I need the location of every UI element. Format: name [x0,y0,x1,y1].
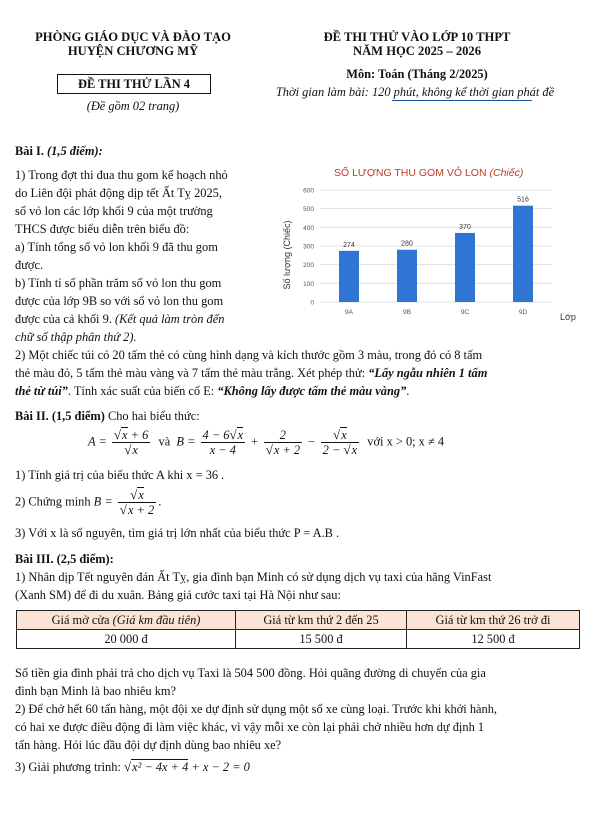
table-header-cell: Giá từ km thứ 26 trở đi [407,611,580,630]
table-cell: 12 500 đ [407,630,580,649]
chart-bar-9a [339,251,359,302]
chart-bar-9d [513,206,533,302]
chart-ytick-label: 400 [303,224,314,232]
bai1-text-line: được của lớp 9B so với số vỏ lon thu gom [15,294,224,308]
chart-bar-9b [397,250,417,302]
table-header-row [17,611,580,630]
bai3-p1-line1: 1) Nhân dịp Tết nguyên đán Ất Tỵ, gia đình bạn Minh có sử dụng dịch vụ taxi của hãng VinFast [15,570,492,584]
bai1-text-line: a) Tính tổng số vỏ lon khối 9 đã thu gom [15,240,218,254]
bai1-part2-line2: thẻ màu đỏ, 5 tấm thẻ màu vàng và 7 tấm thẻ màu trắng. Xét phép thử: “Lấy ngẫu nhiên 1 tấm [15,366,488,380]
table-header-cell: Giá từ km thứ 2 đến 25 [236,611,407,630]
chart-ytick-label: 100 [303,280,314,288]
bai1-text-line: số vỏ lon các lớp khối 9 của một trường [15,204,213,218]
bai3-p1-after1: Số tiền gia đình phải trả cho dịch vụ Taxi là 504 500 đồng. Hỏi quãng đường di chuyển của gia [15,666,486,680]
bai2-q3: 3) Với x là số nguyên, tìm giá trị lớn nhất của biểu thức P = A.B . [15,526,340,540]
chart-ytick-label: 300 [303,243,314,251]
expression-a-b: A = $\frac{√x + 6}{√x}$ và B = $\frac{4 - 6√x}{x - 4}$ + $\frac{2}{√x + 2}$ − $\frac{√x}{2 - √x}$ với x > 0; x ≠ 4 [88,427,445,457]
chart-title: SỐ LƯỢNG THU GOM VỎ LON (Chiếc) [334,167,524,179]
chart-xtick-label: 9C [460,309,470,316]
bai3-p2-line1: 2) Để chở hết 60 tấn hàng, một đội xe dự định sử dụng một số xe cùng loại. Trước khi khởi hành, [15,702,498,716]
bai1-part2-line1: 2) Một chiếc túi có 20 tấm thẻ có cùng hình dạng và kích thước gồm 3 màu, trong đó có 8 tấm [15,348,483,362]
chart-xtick-label: 9D [518,309,528,316]
bai1-part2-line3: thẻ từ túi”. Tính xác suất của biến cố E: “Không lấy được tấm thẻ màu vàng”. [15,384,410,398]
chart-xlabel: Lớp [560,312,576,322]
bai3-p2-line3: tấn hàng. Hỏi lúc đầu đội dự định dùng bao nhiêu xe? [15,738,282,752]
bai3-p3: 3) Giải phương trình: √x² − 4x + 4 + x − 2 = 0 [15,759,250,774]
bai1-note-cont: chữ số thập phân thứ 2). [15,330,137,344]
table-header-cell: Giá mở cửa (Giá km đầu tiên) [17,611,236,630]
subject-line: Môn: Toán (Tháng 2/2025) [346,67,488,81]
chart-ytick-label: 600 [303,187,314,195]
department-name: PHÒNG GIÁO DỤC VÀ ĐÀO TẠO [35,30,231,44]
chart-xtick-label: 9A [345,309,353,316]
bai1-text-line: do Liên đội phát động dịp tết Ất Tỵ 2025, [15,186,222,200]
table-cell: 15 500 đ [236,630,407,649]
time-line: Thời gian làm bài: 120 phút, không kể thời gian phát đề [275,85,555,99]
bai2-heading: Bài II. (1,5 điểm) Cho hai biểu thức: [15,409,200,423]
chart-xtick-label: 9B [403,309,411,316]
chart-ytick-label: 0 [310,299,314,307]
chart-bar-9c [455,233,475,302]
school-year: NĂM HỌC 2025 – 2026 [352,44,482,58]
chart-data-label: 370 [459,223,471,231]
pages-note: (Đề gồm 02 trang) [86,99,180,113]
bai1-heading: Bài I. (1,5 điểm): [15,144,103,158]
bai1-text-line: 1) Trong đợt thi đua thu gom kế hoạch nhỏ [15,168,228,182]
bai3-heading: Bài III. (2,5 điểm): [15,552,114,566]
bai3-p1-after2: đình bạn Minh là bao nhiêu km? [15,684,177,698]
table-row [17,630,580,649]
time-underline [392,100,532,101]
district-name: HUYỆN CHƯƠNG MỸ [67,44,199,58]
bar-chart [276,160,586,332]
chart-data-label: 280 [401,240,413,248]
chart-ylabel: Số lượng (Chiếc) [282,220,292,290]
bai1-text-line: được của cả khối 9. (Kết quả làm tròn đến [15,312,225,326]
bai2-q2: 2) Chứng minh B = $\frac{√x}{√x + 2}$ . [15,487,162,517]
bai3-p1-line2: (Xanh SM) để đi du xuân. Bảng giá cước taxi tại Hà Nội như sau: [15,588,341,602]
chart-ytick-label: 500 [303,206,314,214]
chart-ytick-label: 200 [303,262,314,270]
chart-data-label: 274 [343,241,355,249]
table-cell: 20 000 đ [17,630,236,649]
taxi-price-table [16,610,580,649]
bai2-q1: 1) Tính giá trị của biểu thức A khi x = 36 . [15,468,225,482]
chart-data-label: 516 [517,196,529,204]
exam-title: ĐỀ THI THỬ VÀO LỚP 10 THPT [323,30,511,44]
bai1-text-line: THCS được biểu diễn trên biểu đồ: [15,222,190,236]
exam-attempt-box: ĐỀ THI THỬ LẦN 4 [57,74,211,94]
bai1-text-line: b) Tính tỉ số phần trăm số vỏ lon thu gom [15,276,222,290]
bai1-text-line: được. [15,258,44,272]
bai3-p2-line2: có hai xe được điều động đi làm việc khác, vì vậy mỗi xe còn lại phải chở nhiều hơn dự định 1 [15,720,485,734]
